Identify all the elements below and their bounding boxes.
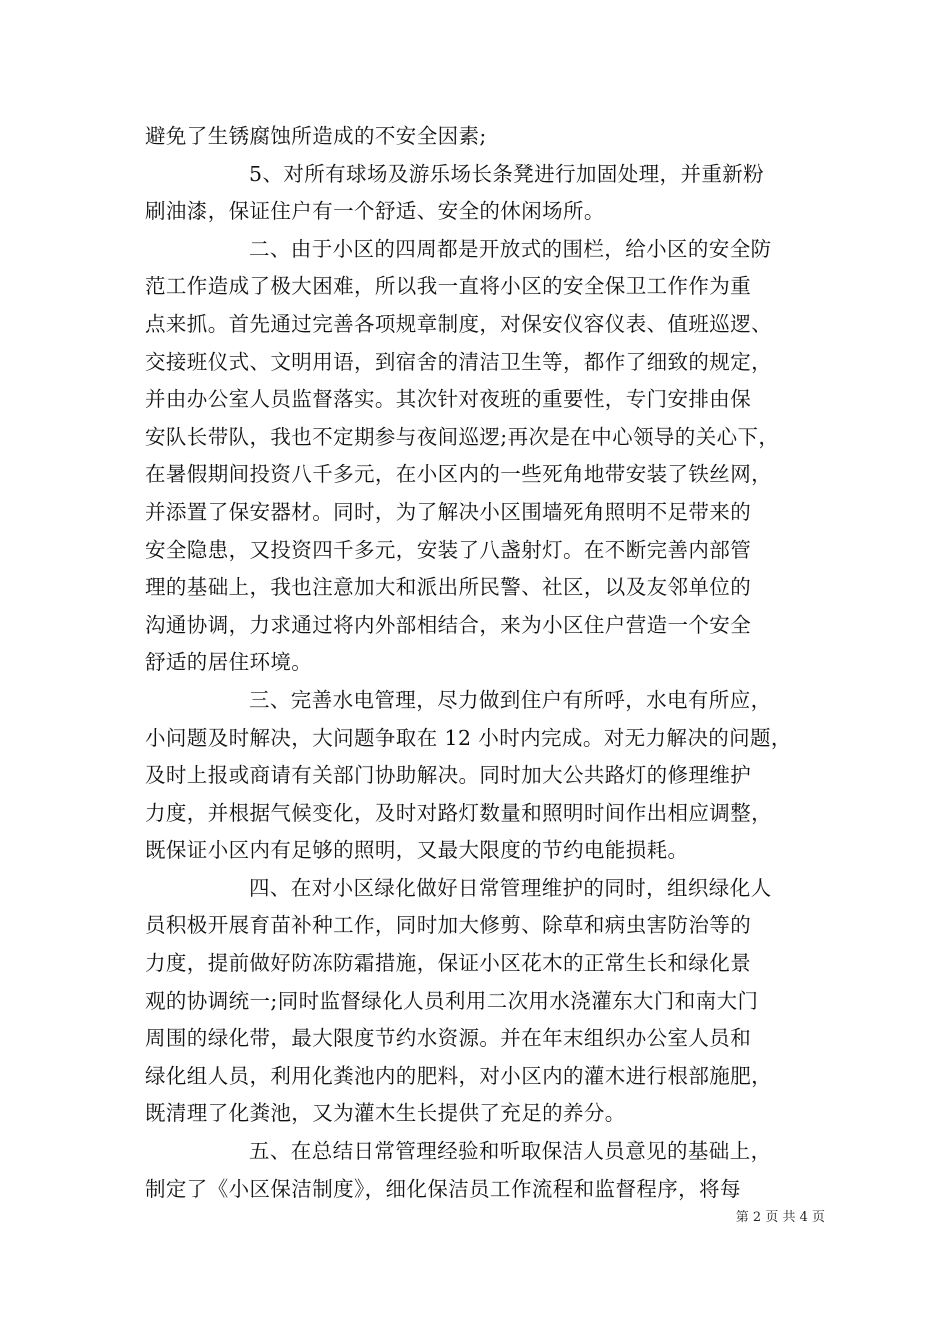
paragraph-first-line: 四、在对小区绿化做好日常管理维护的同时，组织绿化人 (249, 875, 772, 900)
text-line: 避免了生锈腐蚀所造成的不安全因素; (145, 124, 487, 148)
paragraph-first-line: 五、在总结日常管理经验和听取保洁人员意见的基础上， (249, 1139, 772, 1164)
text-line: 理的基础上，我也注意加大和派出所民警、社区，以及友邻单位的 (145, 575, 752, 600)
text-line: 范工作造成了极大困难，所以我一直将小区的安全保卫工作作为重 (145, 274, 752, 299)
text-line: 力度，提前做好防冻防霜措施，保证小区花木的正常生长和绿化景 (145, 951, 752, 976)
text-line: 制定了《小区保洁制度》，细化保洁员工作流程和监督程序，将每 (145, 1176, 741, 1201)
text-line: 交接班仪式、文明用语，到宿舍的清洁卫生等，都作了细致的规定， (145, 349, 772, 374)
paragraph-first-line: 二、由于小区的四周都是开放式的围栏，给小区的安全防 (249, 236, 772, 261)
text-line: 并由办公室人员监督落实。其次针对夜班的重要性，专门安排由保 (145, 387, 752, 412)
text-line: 既清理了化粪池，又为灌木生长提供了充足的养分。 (145, 1101, 626, 1126)
text-line: 舒适的居住环境。 (145, 650, 313, 675)
paragraph-first-line: 5、对所有球场及游乐场长条凳进行加固处理，并重新粉 (249, 161, 765, 186)
text-line: 在暑假期间投资八千多元，在小区内的一些死角地带安装了铁丝网， (145, 462, 772, 487)
text-line: 观的协调统一;同时监督绿化人员利用二次用水浇灌东大门和南大门 (145, 988, 759, 1013)
text-line: 绿化组人员，利用化粪池内的肥料，对小区内的灌木进行根部施肥， (145, 1063, 772, 1088)
text-line: 并添置了保安器材。同时，为了解决小区围墙死角照明不足带来的 (145, 499, 752, 524)
text-line: 安队长带队，我也不定期参与夜间巡逻;再次是在中心领导的关心下， (145, 424, 780, 449)
text-line: 员积极开展育苗补种工作，同时加大修剪、除草和病虫害防治等的 (145, 913, 752, 938)
text-line: 点来抓。首先通过完善各项规章制度，对保安仪容仪表、值班巡逻、 (145, 311, 772, 336)
text-line: 既保证小区内有足够的照明，又最大限度的节约电能损耗。 (145, 838, 689, 863)
document-body (145, 118, 825, 1208)
paragraph-first-line: 三、完善水电管理，尽力做到住户有所呼，水电有所应， (249, 687, 772, 712)
text-line: 及时上报或商请有关部门协助解决。同时加大公共路灯的修理维护 (145, 763, 752, 788)
text-line: 沟通协调，力求通过将内外部相结合，来为小区住户营造一个安全 (145, 612, 752, 637)
text-line: 刷油漆，保证住户有一个舒适、安全的休闲场所。 (145, 199, 605, 224)
text-line: 力度，并根据气候变化，及时对路灯数量和照明时间作出相应调整， (145, 800, 772, 825)
text-line: 小问题及时解决，大问题争取在 12 小时内完成。对无力解决的问题， (145, 725, 792, 750)
text-line: 安全隐患，又投资四千多元，安装了八盏射灯。在不断完善内部管 (145, 537, 752, 562)
page-number: 第 2 页 共 4 页 (735, 1210, 825, 1225)
text-line: 周围的绿化带，最大限度节约水资源。并在年末组织办公室人员和 (145, 1026, 752, 1051)
